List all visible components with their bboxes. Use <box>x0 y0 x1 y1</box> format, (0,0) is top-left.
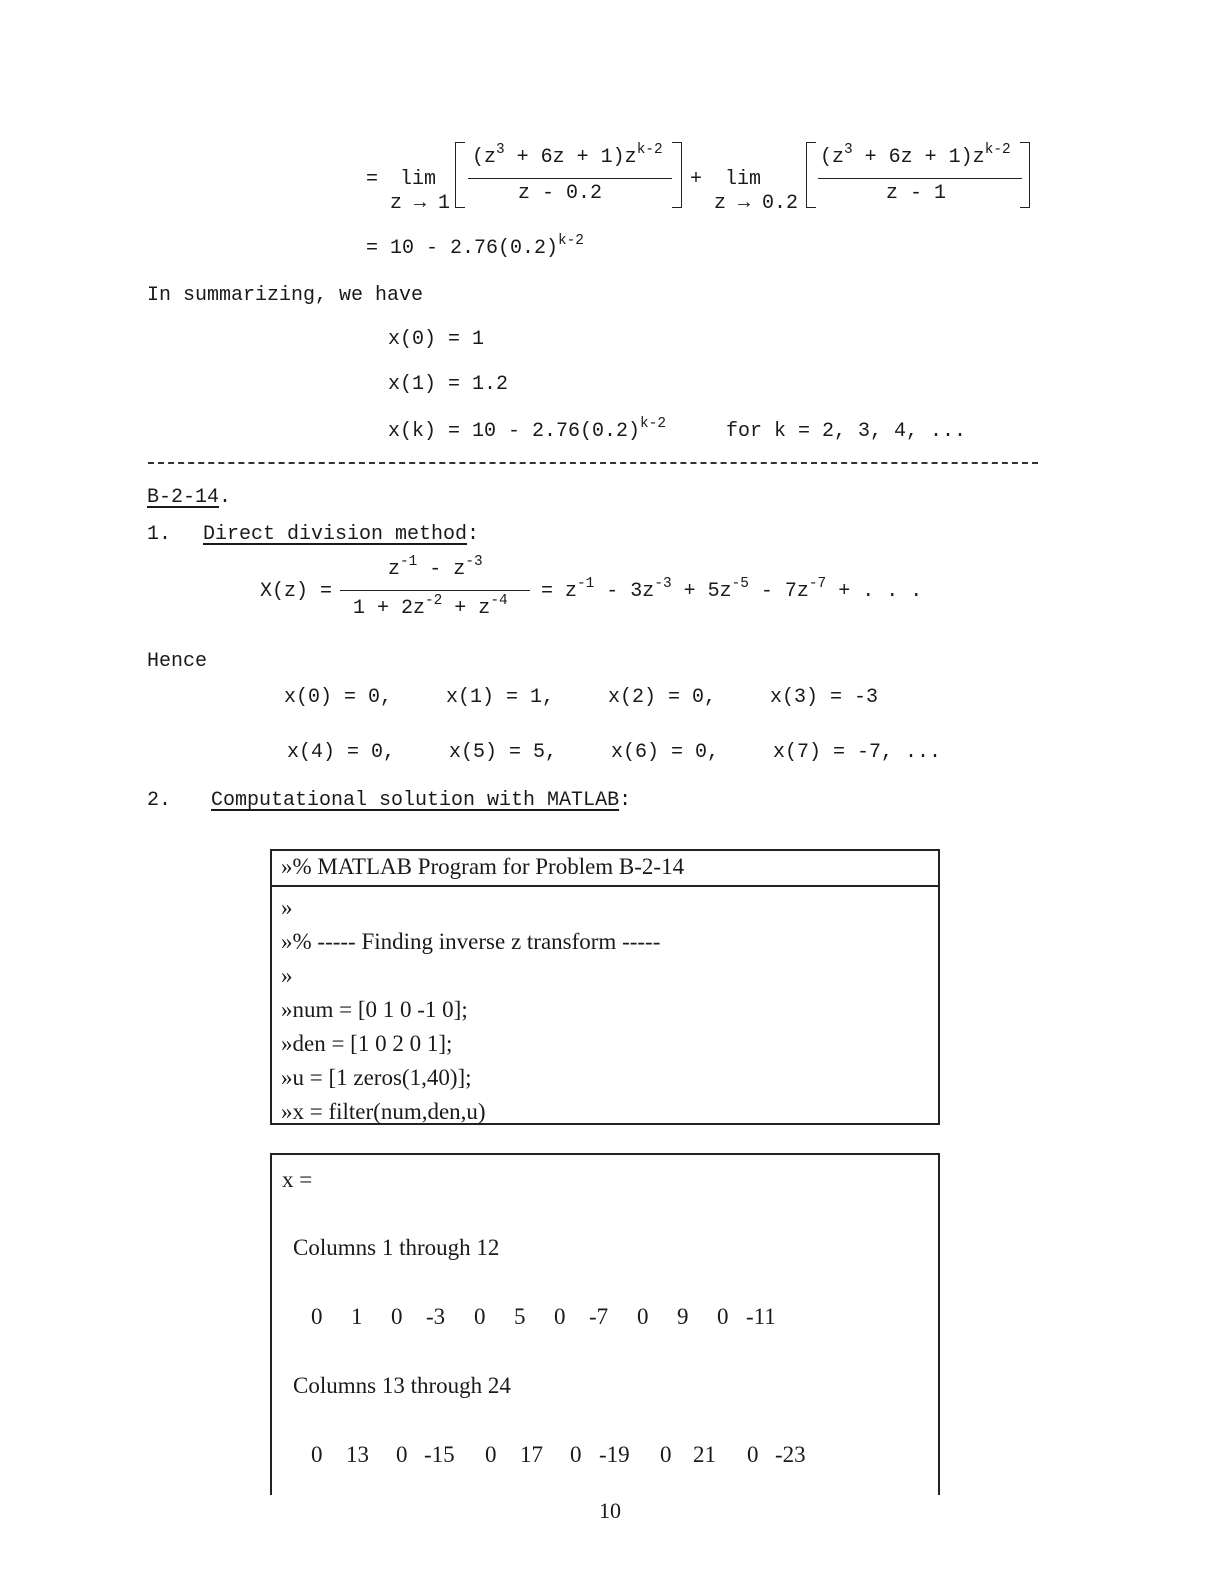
xz-series: = $z^{-1} - 3z^{-3} + 5z^{-5} - 7z^{-7}$ + . . . <box>541 576 923 603</box>
fraction-2-numerator: $(z^3 + 6z + 1)z^{k-2}$ <box>820 142 1011 169</box>
fraction-2-bar <box>818 178 1022 179</box>
output-value: 0 <box>747 1442 759 1467</box>
lim-equals: = <box>366 168 379 191</box>
matlab-code <box>272 887 938 1129</box>
lim-plus: + <box>690 168 703 191</box>
xz-label: X(z) = <box>260 580 333 603</box>
lim-2: lim <box>725 168 762 191</box>
matlab-line: »x = filter(num,den,u) <box>281 1099 486 1124</box>
result-equals: = <box>366 237 379 260</box>
section-divider <box>148 462 1038 464</box>
output-value: 0 <box>474 1304 486 1329</box>
right-bracket-1 <box>672 142 682 208</box>
xz-fraction-bar <box>340 590 530 591</box>
output-value: -3 <box>426 1304 446 1329</box>
output-value: 1 <box>351 1304 363 1329</box>
matlab-line: » <box>281 895 293 920</box>
matlab-program-box <box>270 849 940 1125</box>
columns-1-label: Columns 1 through 12 <box>293 1235 500 1260</box>
item-1-colon: : <box>467 523 480 546</box>
fraction-1-denominator: z - 0.2 <box>518 182 603 205</box>
matlab-line: »% ----- Finding inverse z transform ----- <box>281 929 661 954</box>
summary-line-1: x(0) = 1 <box>388 328 485 351</box>
matlab-line: »u = [1 zeros(1,40)]; <box>281 1065 472 1090</box>
summary-line-3: $x(k) = 10 - 2.76(0.2)^{k-2}$ <box>388 416 666 443</box>
output-value: -15 <box>424 1442 455 1467</box>
value-x6: x(6) = 0, <box>611 741 720 764</box>
output-value: 5 <box>514 1304 526 1329</box>
summary-range: for k = 2, 3, 4, ... <box>726 420 967 443</box>
page-number: 10 <box>599 1498 621 1523</box>
value-x4: x(4) = 0, <box>287 741 396 764</box>
output-value: 0 <box>637 1304 649 1329</box>
problem-label-line <box>147 486 231 509</box>
problem-label-period: . <box>219 486 232 509</box>
output-value: 0 <box>570 1442 582 1467</box>
hence-label: Hence <box>147 650 208 673</box>
matlab-program-header: »% MATLAB Program for Problem B-2-14 <box>272 851 938 887</box>
matlab-line: »den = [1 0 2 0 1]; <box>281 1031 453 1056</box>
output-value: 0 <box>485 1442 497 1467</box>
value-x2: x(2) = 0, <box>608 686 717 709</box>
fraction-2-denominator: z - 1 <box>886 182 947 205</box>
item-2-title: Computational solution with MATLAB <box>211 789 620 812</box>
xz-numerator: $z^{-1} - z^{-3}$ <box>388 554 483 581</box>
output-value: -23 <box>775 1442 806 1467</box>
xz-denominator: $1 + 2z^{-2} + z^{-4}$ <box>353 593 508 620</box>
output-value: 21 <box>693 1442 716 1467</box>
output-value: 0 <box>391 1304 403 1329</box>
matlab-line: »num = [0 1 0 -1 0]; <box>281 997 468 1022</box>
output-value: -11 <box>746 1304 776 1329</box>
matlab-output-box <box>270 1153 940 1495</box>
output-value: 0 <box>311 1304 323 1329</box>
lim-1: lim <box>400 168 437 191</box>
item-2-number: 2. <box>147 789 172 812</box>
output-value: 0 <box>311 1442 323 1467</box>
left-bracket-2 <box>806 142 816 208</box>
right-bracket-2 <box>1020 142 1030 208</box>
output-value: 17 <box>520 1442 543 1467</box>
lim-2-subscript: z → 0.2 <box>714 192 799 215</box>
output-value: -7 <box>589 1304 609 1329</box>
item-1-heading <box>203 523 479 546</box>
summary-line-2: x(1) = 1.2 <box>388 373 509 396</box>
fraction-1-numerator: $(z^3 + 6z + 1)z^{k-2}$ <box>472 142 663 169</box>
item-2-colon: : <box>619 789 632 812</box>
output-value: 0 <box>717 1304 729 1329</box>
value-x7: x(7) = -7, ... <box>773 741 942 764</box>
value-x3: x(3) = -3 <box>770 686 879 709</box>
output-value: 0 <box>660 1442 672 1467</box>
left-bracket-1 <box>455 142 465 208</box>
item-1-title: Direct division method <box>203 523 468 546</box>
output-value: 13 <box>346 1442 369 1467</box>
summary-intro: In summarizing, we have <box>147 284 424 307</box>
output-value: -19 <box>599 1442 630 1467</box>
lim-1-subscript: z → 1 <box>390 192 451 215</box>
output-variable: x = <box>282 1167 313 1192</box>
matlab-line: » <box>281 963 293 988</box>
value-x1: x(1) = 1, <box>446 686 555 709</box>
problem-label: B-2-14 <box>147 486 220 509</box>
item-1-number: 1. <box>147 523 172 546</box>
limit-result: $10 - 2.76(0.2)^{k-2}$ <box>390 233 584 260</box>
columns-2-label: Columns 13 through 24 <box>293 1373 511 1398</box>
value-x5: x(5) = 5, <box>449 741 558 764</box>
fraction-1-bar <box>468 178 672 179</box>
value-x0: x(0) = 0, <box>284 686 393 709</box>
item-2-heading <box>211 789 631 812</box>
output-value: 0 <box>396 1442 408 1467</box>
output-value: 9 <box>677 1304 689 1329</box>
output-value: 0 <box>554 1304 566 1329</box>
